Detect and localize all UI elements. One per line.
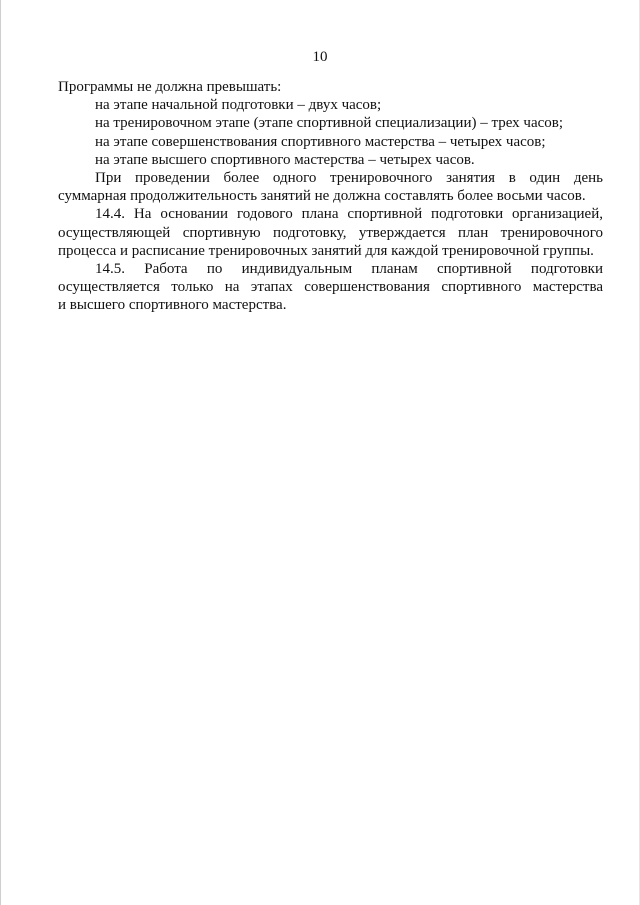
text-line: и высшего спортивного мастерства. — [58, 297, 287, 314]
text-line: на тренировочном этапе (этапе спортивной специализации) – трех часов; — [95, 115, 564, 132]
text-line: осуществляется только на этапах совершенствования спортивного мастерства — [58, 279, 603, 296]
text-line: Программы не должна превышать: — [58, 79, 282, 95]
page-number: 10 — [312, 49, 328, 65]
text-line: При проведении более одного тренировочного занятия в один день — [95, 169, 603, 186]
text-line: процесса и расписание тренировочных занятий для каждой тренировочной группы. — [58, 242, 594, 259]
text-line: на этапе совершенствования спортивного мастерства – четырех часов; — [95, 133, 546, 150]
text-line: на этапе высшего спортивного мастерства – четырех часов. — [95, 151, 475, 168]
text-line: суммарная продолжительность занятий не должна составлять более восьми часов. — [58, 188, 586, 205]
text-line: осуществляющей спортивную подготовку, утверждается план тренировочного — [58, 224, 603, 241]
document-body — [58, 78, 603, 314]
text-line: 14.5. Работа по индивидуальным планам спортивной подготовки — [95, 260, 603, 277]
text-line: 14.4. На основании годового плана спортивной подготовки организацией, — [95, 206, 603, 223]
text-line: на этапе начальной подготовки – двух часов; — [95, 97, 382, 114]
scan-left-edge — [0, 0, 1, 905]
